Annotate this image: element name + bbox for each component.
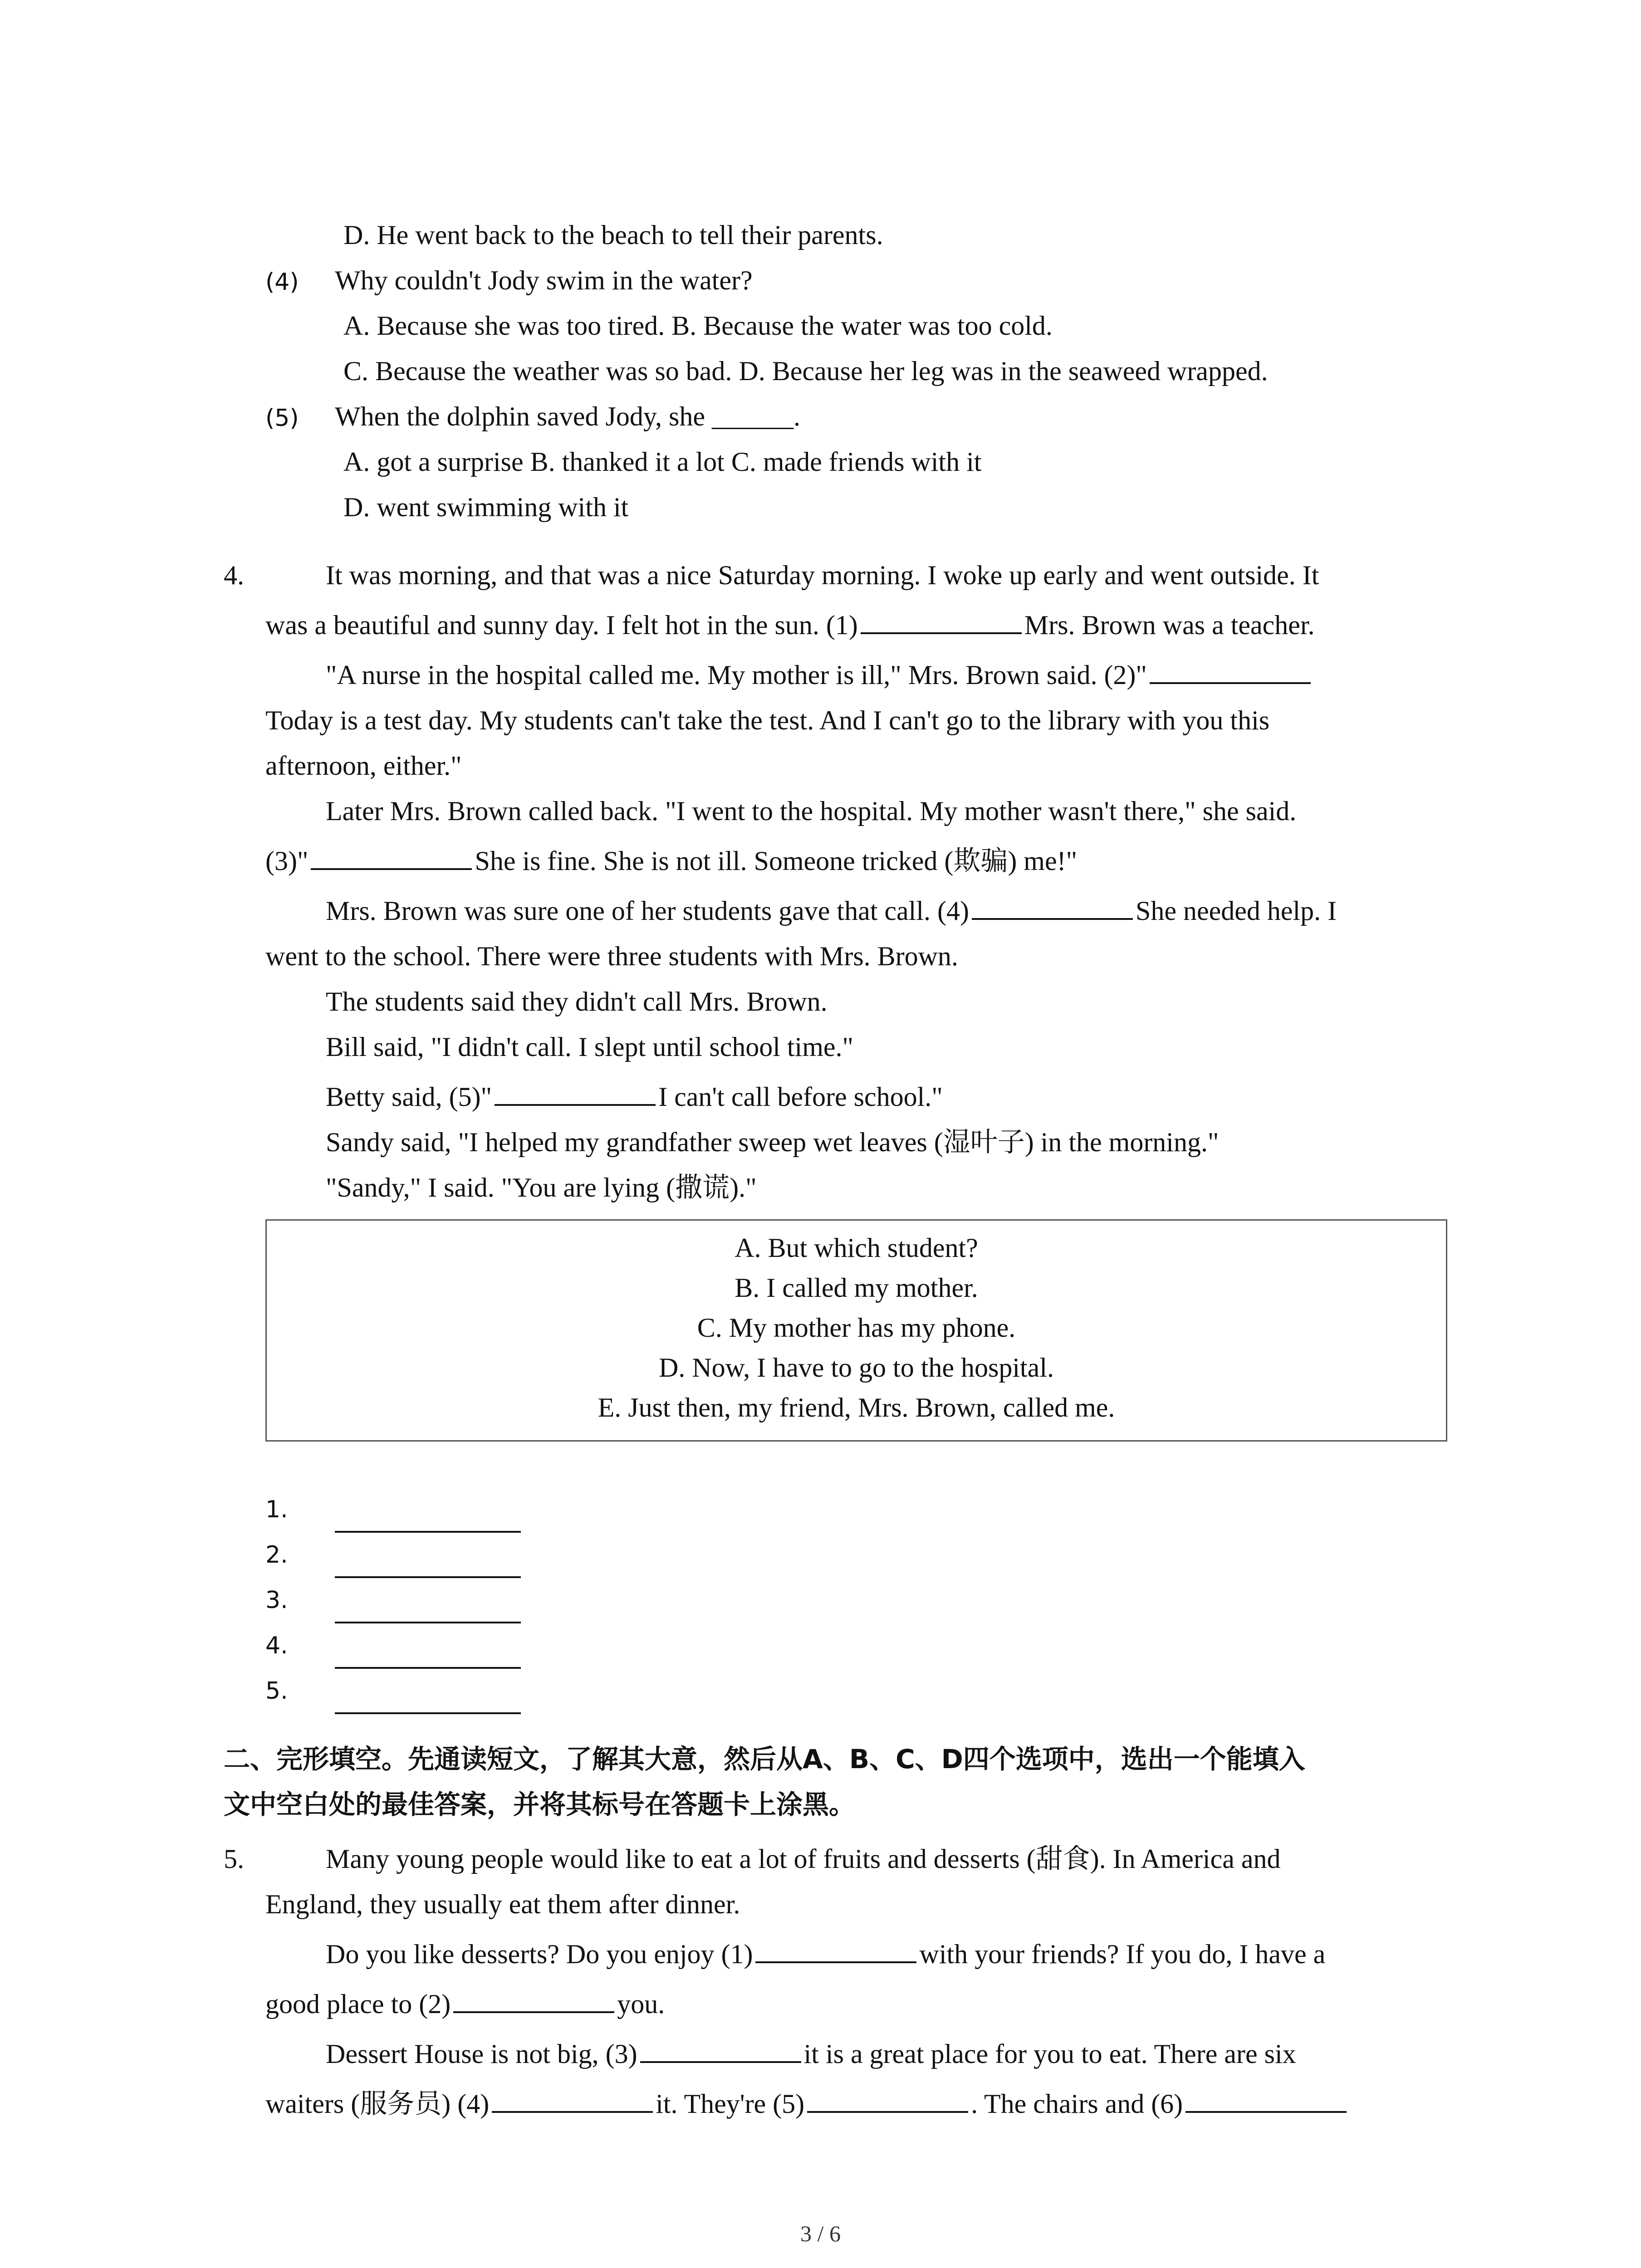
q5-line-5-text-b: it is a great place for you to eat. There are six	[803, 2039, 1296, 2069]
q4-line-2-text-b: Mrs. Brown was a teacher.	[1024, 610, 1315, 640]
q4-line-1: It was morning, and that was a nice Saturday morning. I woke up early and went outside. It	[326, 560, 1319, 590]
answer-line-3[interactable]	[335, 1622, 521, 1623]
q4-blank-5[interactable]	[495, 1080, 656, 1106]
q4-line-7-text-b: She is fine. She is not ill. Someone tricked (欺骗) me!"	[475, 846, 1078, 876]
q5-blank-5[interactable]	[807, 2087, 968, 2113]
q3-option-d: D. He went back to the beach to tell their parents.	[343, 220, 883, 250]
q3-sub5-options-abc: A. got a surprise B. thanked it a lot C. made friends with it	[343, 447, 982, 477]
q4-line-2-text-a: was a beautiful and sunny day. I felt hot in the sun. (1)	[265, 610, 858, 640]
section-2-heading-line-1: 二、完形填空。先通读短文，了解其大意，然后从A、B、C、D四个选项中，选出一个能填入	[224, 1744, 1305, 1774]
q4-line-11: Bill said, "I didn't call. I slept until school time."	[326, 1032, 853, 1062]
q5-line-4-text-a: good place to (2)	[265, 1989, 451, 2019]
q4-line-6: Later Mrs. Brown called back. "I went to the hospital. My mother wasn't there," she said.	[326, 796, 1297, 826]
q4-line-8-text-b: She needed help. I	[1135, 896, 1337, 926]
q5-line-3	[326, 1936, 1325, 1972]
q3-sub5-question: When the dolphin saved Jody, she ______.	[335, 401, 800, 431]
q4-option-c: C. My mother has my phone.	[697, 1313, 1016, 1343]
q5-line-5-text-a: Dessert House is not big, (3)	[326, 2039, 637, 2069]
q5-line-3-text-a: Do you like desserts? Do you enjoy (1)	[326, 1939, 753, 1969]
q4-line-3	[326, 657, 1313, 693]
q5-blank-6[interactable]	[1185, 2087, 1347, 2113]
q4-line-8	[326, 893, 1337, 929]
answer-line-1[interactable]	[335, 1531, 521, 1533]
section-2-heading-line-2: 文中空白处的最佳答案，并将其标号在答题卡上涂黑。	[224, 1789, 856, 1820]
q5-blank-1[interactable]	[755, 1938, 916, 1963]
q5-number: 5.	[224, 1844, 244, 1874]
q4-blank-4[interactable]	[972, 894, 1133, 920]
q5-line-3-text-b: with your friends? If you do, I have a	[919, 1939, 1326, 1969]
q4-line-12-text-a: Betty said, (5)"	[326, 1082, 492, 1112]
q4-option-a: A. But which student?	[735, 1233, 978, 1263]
q3-sub4-number: (4)	[265, 269, 299, 296]
q3-sub4-options-cd: C. Because the weather was so bad. D. Because her leg was in the seaweed wrapped.	[343, 356, 1268, 386]
answer-label-5: 5.	[265, 1677, 288, 1705]
q4-blank-3[interactable]	[311, 845, 472, 870]
q4-option-d: D. Now, I have to go to the hospital.	[659, 1353, 1054, 1383]
answer-label-4: 4.	[265, 1632, 288, 1659]
q5-line-4	[265, 1986, 665, 2022]
q4-line-5: afternoon, either."	[265, 751, 462, 781]
q4-line-3-text: "A nurse in the hospital called me. My mother is ill," Mrs. Brown said. (2)"	[326, 660, 1147, 690]
page-number: 3 / 6	[800, 2221, 841, 2246]
q4-line-13: Sandy said, "I helped my grandfather sweep wet leaves (湿叶子) in the morning."	[326, 1127, 1219, 1157]
q4-options-box	[265, 1219, 1447, 1442]
q4-line-9: went to the school. There were three students with Mrs. Brown.	[265, 941, 958, 971]
q5-line-5	[326, 2036, 1296, 2072]
answer-label-1: 1.	[265, 1496, 288, 1523]
q5-blank-2[interactable]	[453, 1988, 614, 2013]
q5-blank-3[interactable]	[640, 2038, 801, 2063]
answer-label-3: 3.	[265, 1587, 288, 1614]
q5-line-6-text-a: waiters (服务员) (4)	[265, 2089, 490, 2119]
q3-sub5-number: (5)	[265, 405, 299, 432]
answer-label-2: 2.	[265, 1541, 288, 1569]
q4-line-4: Today is a test day. My students can't take the test. And I can't go to the library with you this	[265, 705, 1270, 735]
q5-line-2: England, they usually eat them after dinner.	[265, 1889, 740, 1919]
q4-option-b: B. I called my mother.	[735, 1273, 978, 1303]
q4-line-14: "Sandy," I said. "You are lying (撒谎)."	[326, 1173, 757, 1202]
q4-line-8-text-a: Mrs. Brown was sure one of her students gave that call. (4)	[326, 896, 969, 926]
q4-line-7-text-a: (3)"	[265, 846, 309, 876]
q4-line-12-text-b: I can't call before school."	[658, 1082, 943, 1112]
q3-sub4-question: Why couldn't Jody swim in the water?	[335, 265, 753, 295]
q5-line-6	[265, 2086, 1349, 2122]
q4-line-2	[265, 607, 1315, 643]
answer-line-4[interactable]	[335, 1667, 521, 1669]
q4-number: 4.	[224, 560, 244, 590]
q5-line-4-text-b: you.	[617, 1989, 665, 2019]
q5-line-6-text-c: . The chairs and (6)	[971, 2089, 1183, 2119]
q4-blank-2[interactable]	[1150, 659, 1311, 684]
q4-line-10: The students said they didn't call Mrs. Brown.	[326, 987, 828, 1017]
q3-sub5-option-d: D. went swimming with it	[343, 492, 629, 522]
q4-blank-1[interactable]	[861, 609, 1022, 634]
answer-line-2[interactable]	[335, 1576, 521, 1578]
q3-sub4-options-ab: A. Because she was too tired. B. Because the water was too cold.	[343, 311, 1053, 341]
q5-blank-4[interactable]	[492, 2087, 653, 2113]
q5-line-1: Many young people would like to eat a lot of fruits and desserts (甜食). In America and	[326, 1844, 1281, 1874]
q5-line-6-text-b: it. They're (5)	[656, 2089, 805, 2119]
answer-line-5[interactable]	[335, 1712, 521, 1714]
q4-line-12	[326, 1079, 943, 1115]
q4-option-e: E. Just then, my friend, Mrs. Brown, called me.	[598, 1393, 1115, 1422]
q4-line-7	[265, 843, 1077, 879]
